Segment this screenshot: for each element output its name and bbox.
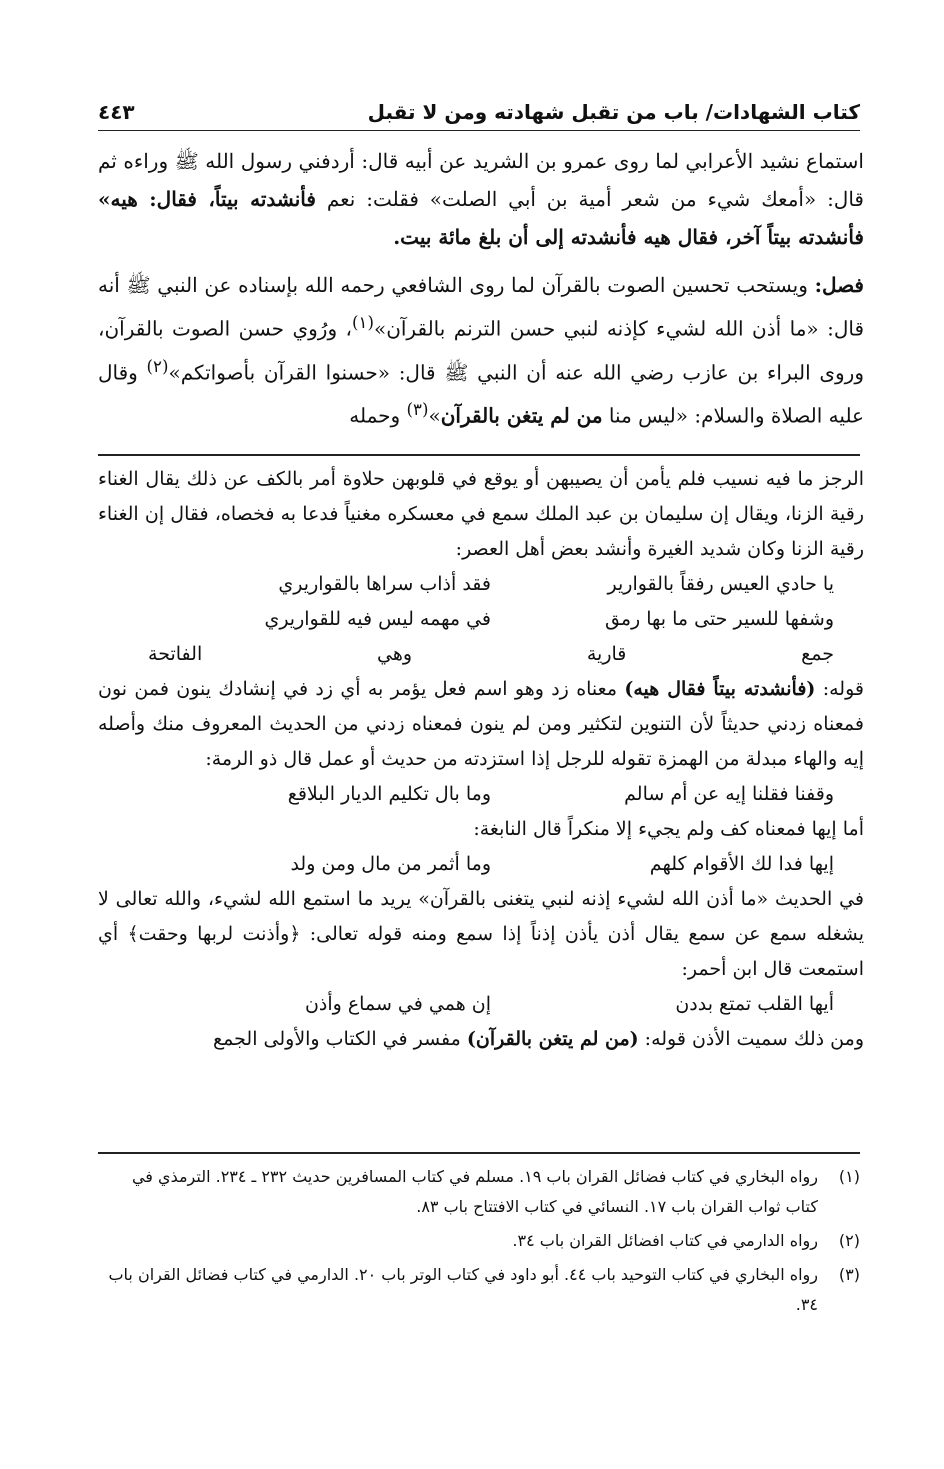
verse-word: قارية (586, 643, 627, 665)
commentary-p5-text-1: ومن ذلك سميت الأذن قوله: (638, 1028, 864, 1050)
footnote-number: (٣) (838, 1265, 860, 1284)
commentary-p5-bold: (من لم يتغن بالقرآن) (466, 1028, 639, 1050)
commentary-p2-text-1: قوله: (815, 678, 864, 700)
commentary-p2-bold: (فأنشدته بيتاً فقال هيه) (624, 678, 816, 700)
running-header (98, 84, 860, 124)
commentary-text (98, 462, 864, 1057)
verse-hemistich: أيها القلب تمتع بددن (675, 993, 834, 1015)
verse-line (98, 567, 864, 602)
verse-hemistich: وشفها للسير حتى ما بها رمق (604, 608, 834, 630)
main-p2-text-4: » (428, 403, 441, 428)
footnote-number: (١) (838, 1167, 860, 1186)
commentary-paragraph-4: في الحديث «ما أذن الله لشيء إذنه لنبي يتغنى بالقرآن» يريد ما استمع الله لشيء، والله تعالى لا يشغله سمع عن سمع يقال أذن يأذن إذناً إذا سمع ومنه قوله تعالى: ﴿وأذنت لربها وحقت﴾ أي استمعت قال ابن أحمر: (98, 888, 864, 980)
footnote-text: رواه الدارمي في كتاب افضائل القران باب ٣٤. (512, 1231, 818, 1250)
page-number: ٤٤٣ (98, 100, 135, 124)
verse-line (98, 987, 864, 1022)
chapter-title: كتاب الشهادات/ باب من تقبل شهادته ومن لا تقبل (367, 100, 860, 124)
footnote-text: رواه البخاري في كتاب فضائل القران باب ١٩. مسلم في كتاب المسافرين حديث ٢٣٢ ـ ٢٣٤. الترمذي في كتاب ثواب القران باب ١٧. النسائي في كتاب الافتتاح باب ٨٣. (131, 1167, 818, 1216)
main-p1-bold: فأنشدته بيتاً، فقال: هيه» فأنشدته بيتاً آخر، فقال هيه فأنشدته إلى أن بلغ مائة بيت. (98, 187, 864, 249)
verse-word: جمع (801, 643, 834, 665)
footnote-text: رواه البخاري في كتاب التوحيد باب ٤٤. أبو داود في كتاب الوتر باب ٢٠. الدارمي في كتاب فضائل القران باب ٣٤. (108, 1265, 818, 1314)
verse-hemistich: إيها فدا لك الأقوام كلهم (649, 853, 834, 875)
footnote-item (98, 1162, 860, 1222)
footnote-item (98, 1260, 860, 1320)
commentary-line-3: أما إيها فمعناه كف ولم يجيء إلا منكراً قال النابغة: (473, 818, 864, 840)
verse-line (98, 602, 864, 637)
verse-line (98, 777, 864, 812)
footnote-rule (98, 1152, 860, 1154)
verse-hemistich: وما أثمر من مال ومن ولد (290, 853, 491, 875)
header-rule (98, 130, 860, 131)
verse-hemistich: يا حادي العيس رفقاً بالقوارير (607, 573, 834, 595)
verse-hemistich: فقد أذاب سراها بالقواريري (278, 573, 491, 595)
main-p1-text: استماع نشيد الأعرابي لما روى عمرو بن الشريد عن أبيه قال: أردفني رسول الله ﷺ وراءه ثم قال: «أمعك شيء من شعر أمية بن أبي الصلت» فقلت: نعم (98, 149, 864, 211)
commentary-p2-text-2: معناه زد وهو اسم فعل يؤمر به أي زد في إنشادك ينون فمن نون فمعناه زدني حديثاً لأن التنوين لتكثير ومن لم ينون فمعناه زدني من الحديث المعروف منك وأصله إيه والهاء مبدلة من الهمزة تقوله للرجل إذا استزدته من حديث أو عمل قال ذو الرمة: (98, 678, 864, 770)
verse-hemistich: في مهمه ليس فيه للقواريري (264, 608, 491, 630)
verse-line (98, 847, 864, 882)
footnote-ref-1[interactable]: (١) (352, 313, 374, 332)
main-text (98, 142, 864, 435)
section-heading: فصل: (814, 273, 864, 297)
verse-line (98, 637, 864, 672)
main-paragraph-1 (98, 142, 864, 256)
commentary-paragraph-5 (98, 1022, 864, 1057)
verse-hemistich: إن همي في سماع وأذن (304, 993, 491, 1015)
main-paragraph-2 (98, 266, 864, 435)
verse-hemistich: وما بال تكليم الديار البلاقع (287, 783, 491, 805)
verse-hemistich: وقفنا فقلنا إيه عن أم سالم (624, 783, 834, 805)
main-p2-text-5: وحمله (349, 403, 407, 428)
commentary-separator (98, 454, 860, 456)
main-p2-text-1: ويستحب تحسين الصوت بالقرآن لما روى الشافعي رحمه الله بإسناده عن النبي ﷺ أنه قال: «ما أذن الله لشيء كإذنه لنبي حسن الترنم بالقرآن» (98, 273, 864, 341)
main-p2-bold: من لم يتغن بالقرآن (440, 403, 603, 428)
main-p2-text-2: ، ورُوي حسن الصوت بالقرآن، وروى البراء بن عازب رضي الله عنه أن النبي ﷺ قال: «حسنوا القرآن بأصواتكم» (98, 316, 865, 385)
footnote-item (98, 1226, 860, 1256)
footnote-number: (٢) (838, 1231, 860, 1250)
commentary-paragraph-1: الرجز ما فيه نسيب فلم يأمن أن يصيبهن أو يوقع في قلوبهن حلاوة أمر بالكف عن ذلك يقال الغناء رقية الزنا، ويقال إن سليمان بن عبد الملك سمع في معسكره مغنياً فدعا به فخصاه، فقال إن الغناء رقية الزنا وكان شديد الغيرة وأنشد بعض أهل العصر: (98, 468, 864, 560)
footnotes (98, 1162, 860, 1324)
verse-word: الفاتحة (148, 643, 203, 665)
verse-word: وهي (377, 643, 413, 665)
footnote-ref-3[interactable]: (٣) (406, 400, 429, 420)
footnote-ref-2[interactable]: (٢) (146, 356, 169, 376)
main-p2-text-3: وقال عليه الصلاة والسلام: «ليس منا (98, 360, 864, 428)
commentary-paragraph-2 (98, 672, 864, 777)
commentary-p5-text-2: مفسر في الكتاب والأولى الجمع (213, 1028, 467, 1050)
